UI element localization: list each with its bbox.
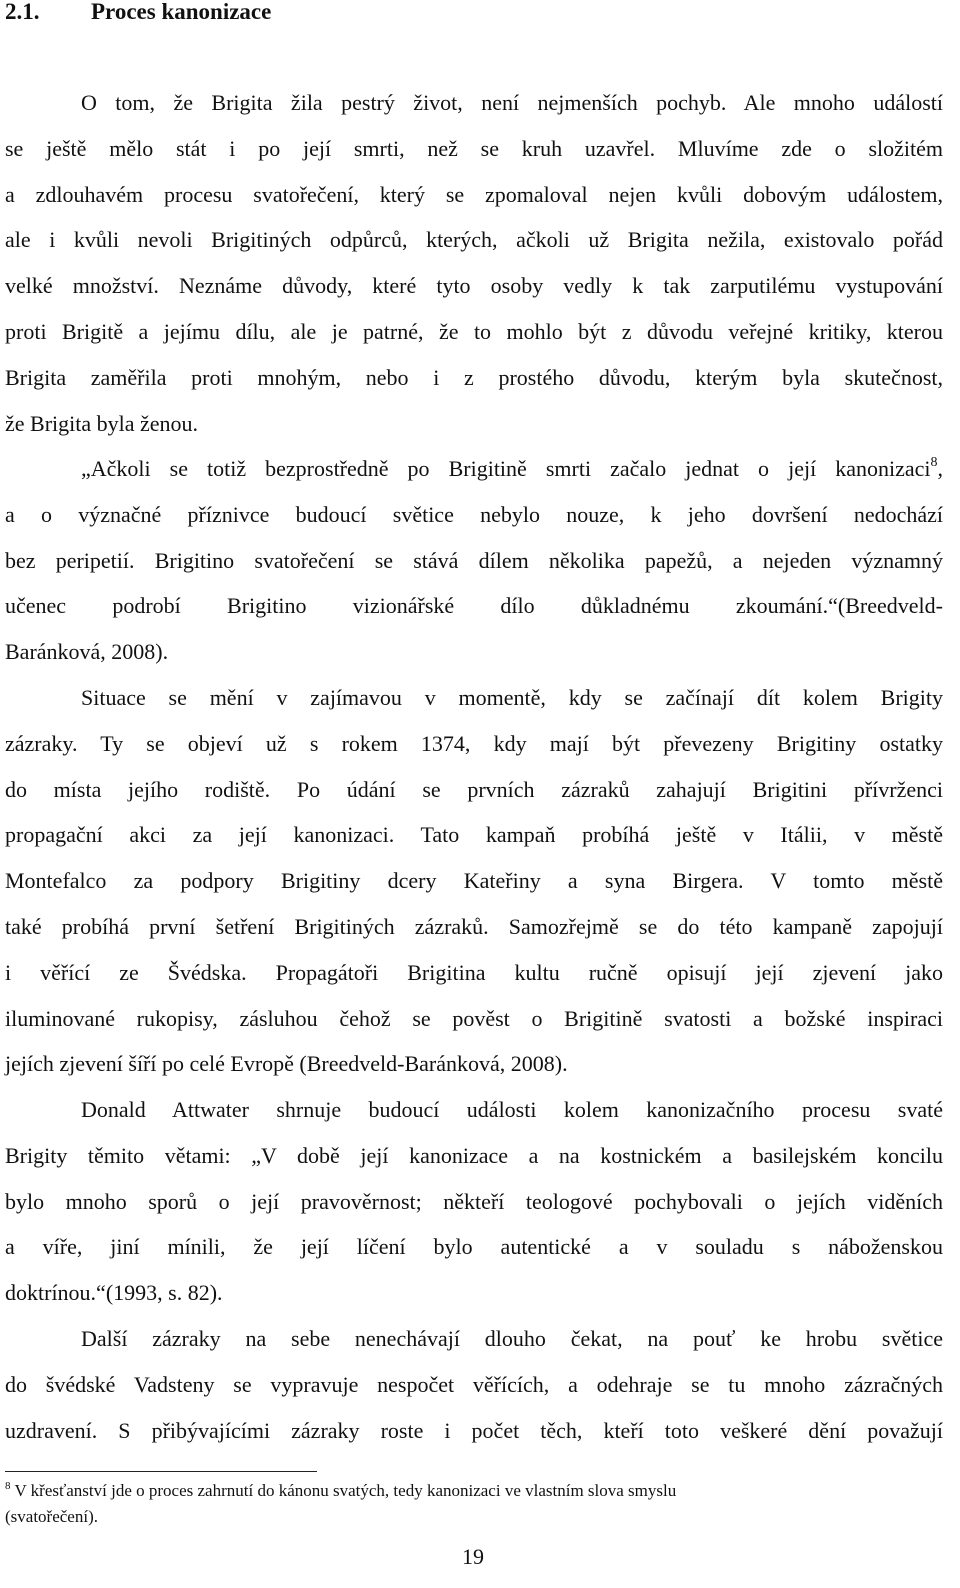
footnote-marker: 8 <box>5 1480 11 1492</box>
section-number: 2.1. <box>5 0 40 24</box>
text-line: zázraky. Ty se objeví už s rokem 1374, kdy mají být převezeny Brigitiny ostatky <box>5 730 943 756</box>
paragraph-1 <box>5 80 943 446</box>
text-line: jejích zjevení šíří po celé Evropě (Breedveld-Baránková, 2008). <box>5 1051 568 1077</box>
text-line: O tom, že Brigita žila pestrý život, není nejmenších pochyb. Ale mnoho událostí <box>81 90 943 115</box>
text-line: iluminované rukopisy, zásluhou čehož se pověst o Brigitině svatosti a božské inspiraci <box>5 1005 943 1031</box>
text-line: učenec podrobí Brigitino vizionářské dílo důkladnému zkoumání.“(Breedveld- <box>5 593 943 619</box>
paragraph-5 <box>5 1316 943 1453</box>
footnote-line <box>5 1478 943 1504</box>
text-line: propagační akci za její kanonizaci. Tato kampaň probíhá ještě v Itálii, v městě <box>5 822 943 848</box>
punctuation: , <box>937 456 943 481</box>
text-line: Montefalco za podpory Brigitiny dcery Kateřiny a syna Birgera. V tomto městě <box>5 868 943 894</box>
text-line: Brigity těmito větami: „V době její kanonizace a na kostnickém a basilejském koncilu <box>5 1142 943 1168</box>
section-title: Proces kanonizace <box>91 0 272 24</box>
text-line: bylo mnoho sporů o její pravověrnost; někteří teologové pochybovali o jejích viděních <box>5 1188 943 1214</box>
text-line: doktrínou.“(1993, s. 82). <box>5 1280 223 1306</box>
text-line: bez peripetií. Brigitino svatořečení se stává dílem několika papežů, a nejeden významný <box>5 547 943 573</box>
text-line: uzdravení. S přibývajícími zázraky roste i počet těch, kteří toto veškeré dění považují <box>5 1417 943 1443</box>
footnote-line: (svatořečení). <box>5 1507 98 1526</box>
text-line: Baránková, 2008). <box>5 639 169 665</box>
text-line: proti Brigitě a jejímu dílu, ale je patrné, že to mohlo být z důvodu veřejné kritiky, kterou <box>5 318 943 344</box>
quote-line-text: „Ačkoli se totiž bezprostředně po Brigitině smrti začalo jednat o její kanonizaci <box>81 456 931 481</box>
text-line: také probíhá první šetření Brigitiných zázraků. Samozřejmě se do této kampaně zapojují <box>5 913 943 939</box>
text-line: a víře, jiní mínili, že její líčení bylo autentické a v souladu s náboženskou <box>5 1234 943 1260</box>
footnote-reference[interactable]: 8 <box>930 455 938 470</box>
text-line: Brigita zaměřila proti mnohým, nebo i z prostého důvodu, kterým byla skutečnost, <box>5 364 943 390</box>
text-line: a zdlouhavém procesu svatořečení, který se zpomaloval nejen kvůli dobovým událostem, <box>5 181 943 207</box>
text-line: se ještě mělo stát i po její smrti, než se kruh uzavřel. Mluvíme zde o složitém <box>5 135 943 161</box>
paragraph-4 <box>5 1087 943 1316</box>
text-line: velké množství. Neznáme důvody, které tyto osoby vedly k tak zarputilému vystupování <box>5 273 943 299</box>
paragraph-3 <box>5 675 943 1087</box>
paragraph-2 <box>5 446 943 675</box>
section-heading <box>5 0 271 26</box>
page-number: 19 <box>462 1544 484 1569</box>
text-line: Situace se mění v zajímavou v momentě, kdy se začínají dít kolem Brigity <box>81 685 943 710</box>
text-line: Další zázraky na sebe nenechávají dlouho čekat, na pouť ke hrobu světice <box>81 1326 943 1351</box>
footnote-separator <box>5 1471 317 1472</box>
text-line: do švédské Vadsteny se vypravuje nespočet věřících, a odehraje se tu mnoho zázračných <box>5 1371 943 1397</box>
text-line <box>5 446 943 492</box>
text-line: a o význačné příznivce budoucí světice nebylo nouze, k jeho dovršení nedochází <box>5 501 943 527</box>
footnote-text: V křesťanství jde o proces zahrnutí do kánonu svatých, tedy kanonizaci ve vlastním slova smyslu <box>14 1481 677 1500</box>
text-line: do místa jejího rodiště. Po údání se prvních zázraků zahajují Brigitini přívrženci <box>5 776 943 802</box>
footnote <box>5 1478 943 1530</box>
text-line: ale i kvůli nevoli Brigitiných odpůrců, kterých, ačkoli už Brigita nežila, existovalo pořád <box>5 227 943 253</box>
text-line: Donald Attwater shrnuje budoucí události kolem kanonizačního procesu svaté <box>81 1097 943 1122</box>
text-line: i věřící ze Švédska. Propagátoři Brigitina kultu ručně opisují její zjevení jako <box>5 959 943 985</box>
text-line: že Brigita byla ženou. <box>5 410 199 436</box>
